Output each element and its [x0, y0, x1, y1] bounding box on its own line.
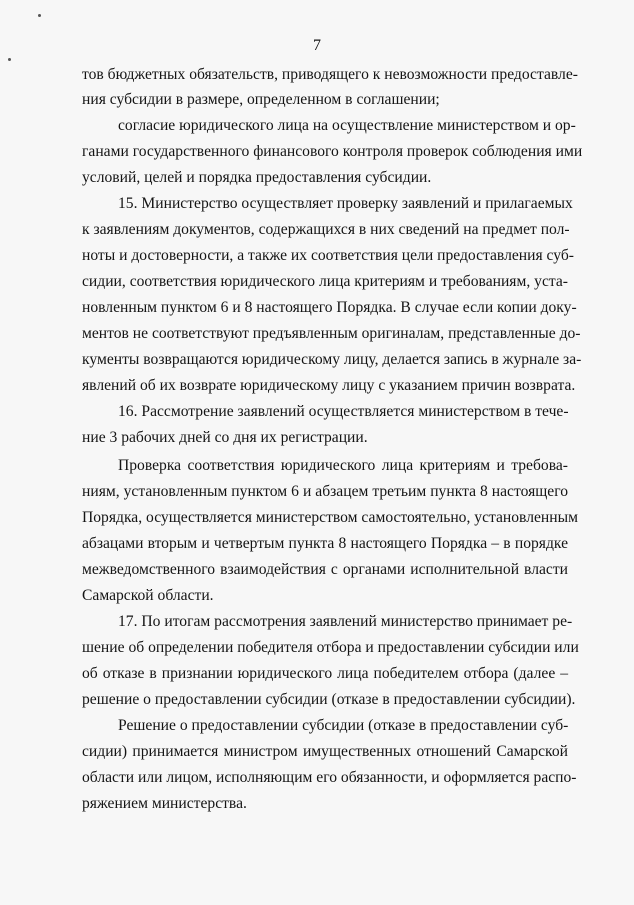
text-line: Решение о предоставлении субсидии (отказе в предоставлении суб- — [118, 717, 569, 734]
text-line: согласие юридического лица на осуществление министерством и ор- — [118, 117, 576, 134]
scan-speck — [8, 58, 11, 61]
text-line: ниям, установленным пунктом 6 и абзацем третьим пункта 8 настоящего — [82, 483, 568, 500]
text-line: условий, целей и порядка предоставления субсидии. — [82, 169, 432, 186]
scan-speck — [38, 14, 41, 17]
text-line: 16. Рассмотрение заявлений осуществляется министерством в тече- — [118, 403, 569, 420]
text-line: решение о предоставлении субсидии (отказе в предоставлении субсидии). — [82, 691, 576, 708]
text-line: ние 3 рабочих дней со дня их регистрации. — [82, 429, 368, 446]
page-number: 7 — [313, 37, 321, 54]
text-line: ментов не соответствуют предъявленным оригиналам, представленные до- — [82, 325, 581, 342]
text-line: сидии) принимается министром имущественных отношений Самарской — [82, 743, 568, 760]
text-line: ганами государственного финансового контроля проверок соблюдения ими — [82, 143, 583, 160]
text-line: новленным пунктом 6 и 8 настоящего Порядка. В случае если копии доку- — [82, 299, 577, 316]
text-line: ния субсидии в размере, определенном в соглашении; — [82, 91, 440, 108]
text-line: тов бюджетных обязательств, приводящего к невозможности предоставле- — [82, 66, 578, 83]
text-line: к заявлениям документов, содержащихся в них сведений на предмет пол- — [82, 221, 570, 238]
text-line: Порядка, осуществляется министерством самостоятельно, установленным — [82, 509, 578, 526]
text-line: Самарской области. — [82, 587, 214, 604]
text-line: сидии, соответствия юридического лица критериям и требованиям, уста- — [82, 273, 568, 290]
text-line: явлений об их возврате юридическому лицу с указанием причин возврата. — [82, 377, 576, 394]
text-line: 15. Министерство осуществляет проверку заявлений и прилагаемых — [118, 195, 573, 212]
text-line: абзацами вторым и четвертым пункта 8 настоящего Порядка – в порядке — [82, 535, 568, 552]
text-line: области или лицом, исполняющим его обязанности, и оформляется распо- — [82, 769, 577, 786]
text-line: шение об определении победителя отбора и предоставлении субсидии или — [82, 639, 579, 656]
text-line: кументы возвращаются юридическому лицу, делается запись в журнале за- — [82, 351, 582, 368]
text-line: ноты и достоверности, а также их соответствия цели предоставления суб- — [82, 247, 574, 264]
text-line: межведомственного взаимодействия с органами исполнительной власти — [82, 561, 568, 578]
text-line: Проверка соответствия юридического лица критериям и требова- — [118, 457, 568, 474]
text-line: 17. По итогам рассмотрения заявлений министерство принимает ре- — [118, 613, 573, 630]
text-line: об отказе в признании юридического лица победителем отбора (далее – — [82, 665, 568, 682]
text-line: ряжением министерства. — [82, 795, 247, 812]
